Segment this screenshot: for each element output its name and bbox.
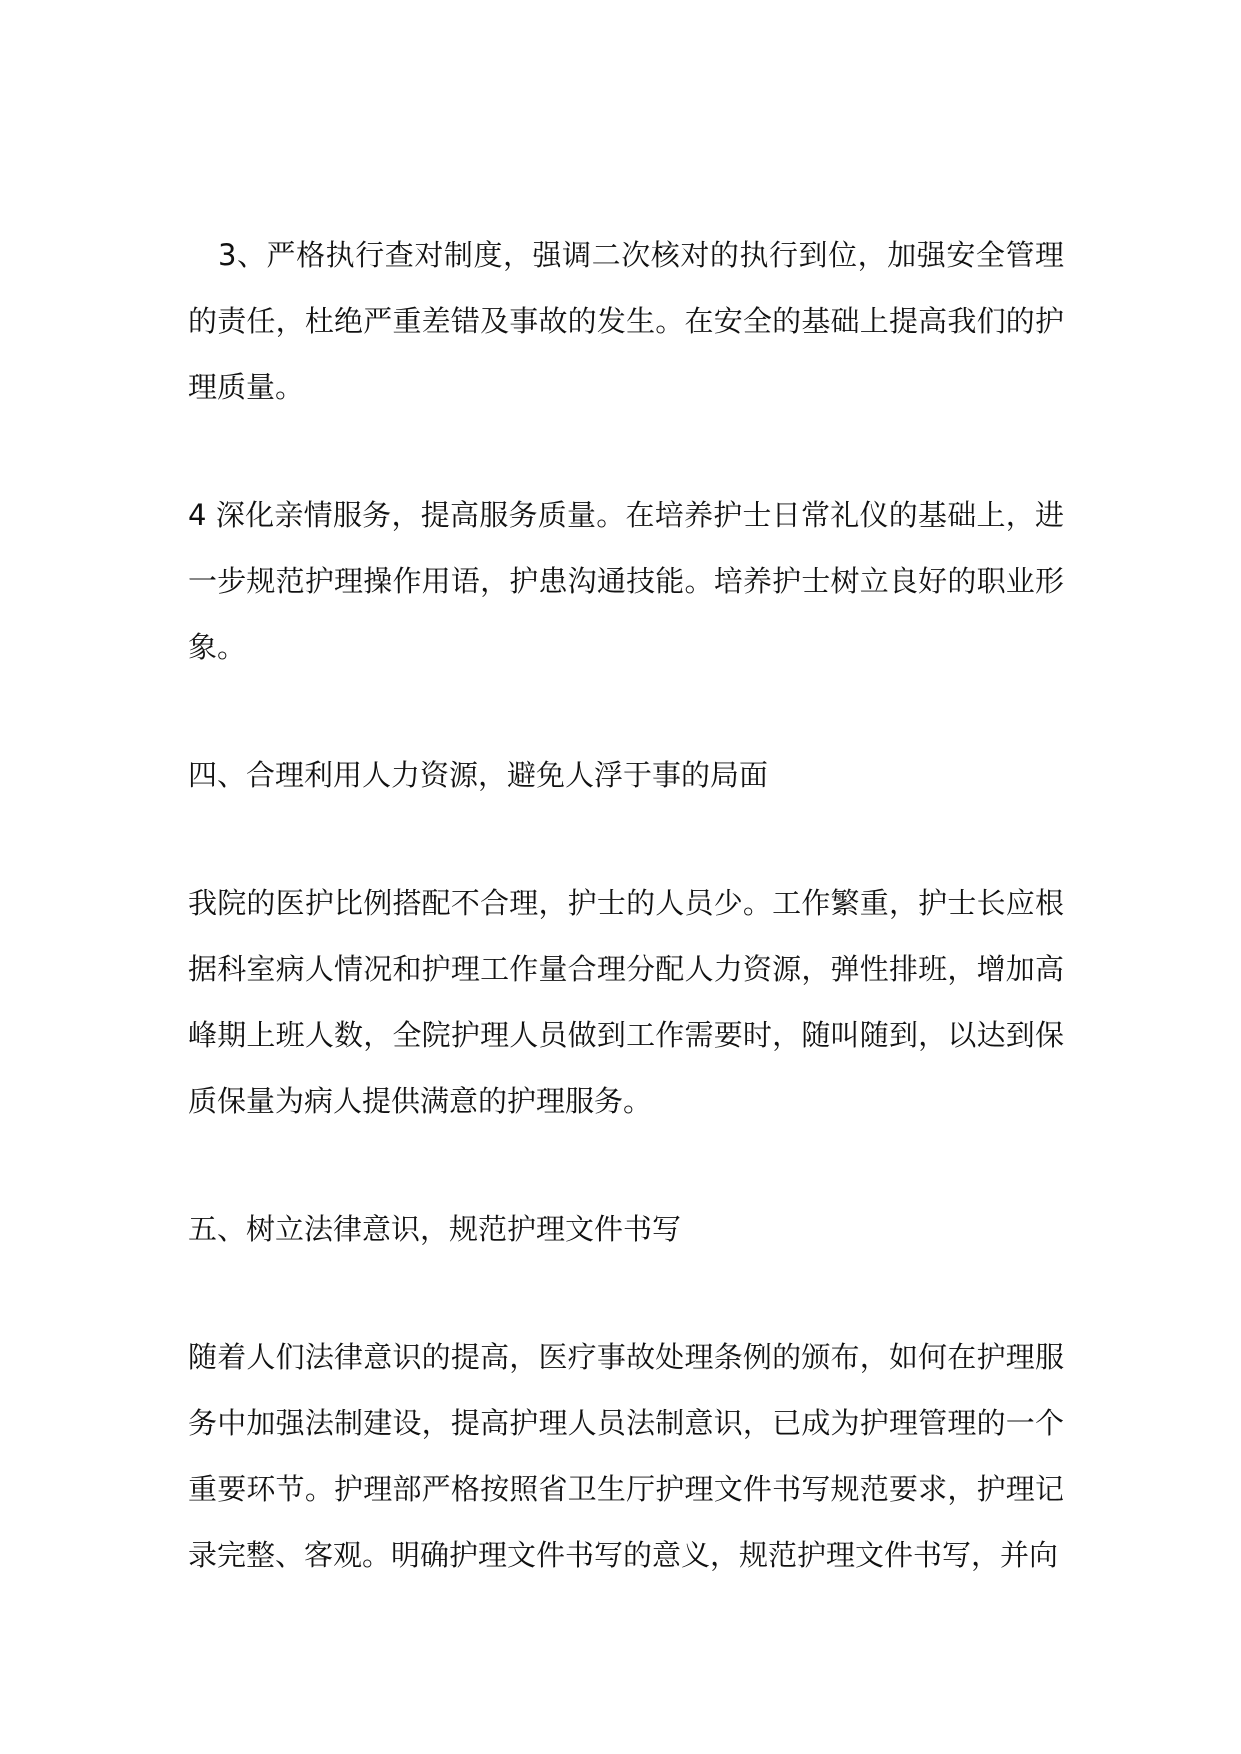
document-body [188, 222, 1064, 1588]
section-heading-5: 五、树立法律意识，规范护理文件书写 [188, 1212, 682, 1246]
paragraph-item-4: 4 深化亲情服务，提高服务质量。在培养护士日常礼仪的基础上，进一步规范护理操作用语，护患沟通技能。培养护士树立良好的职业形象。 [188, 498, 1064, 664]
section-heading-4: 四、合理利用人力资源，避免人浮于事的局面 [188, 758, 769, 792]
paragraph-section-4: 我院的医护比例搭配不合理，护士的人员少。工作繁重，护士长应根据科室病人情况和护理工作量合理分配人力资源，弹性排班，增加高峰期上班人数，全院护理人员做到工作需要时，随叫随到，以达到保质保量为病人提供满意的护理服务。 [188, 886, 1064, 1118]
paragraph-section-5: 随着人们法律意识的提高，医疗事故处理条例的颁布，如何在护理服务中加强法制建设，提高护理人员法制意识，已成为护理管理的一个重要环节。护理部严格按照省卫生厅护理文件书写规范要求，护理记录完整、客观。明确护理文件书写的意义，规范护理文件书写，并向 [188, 1340, 1064, 1572]
paragraph-item-3: 3、严格执行查对制度，强调二次核对的执行到位，加强安全管理的责任，杜绝严重差错及事故的发生。在安全的基础上提高我们的护理质量。 [188, 238, 1064, 404]
